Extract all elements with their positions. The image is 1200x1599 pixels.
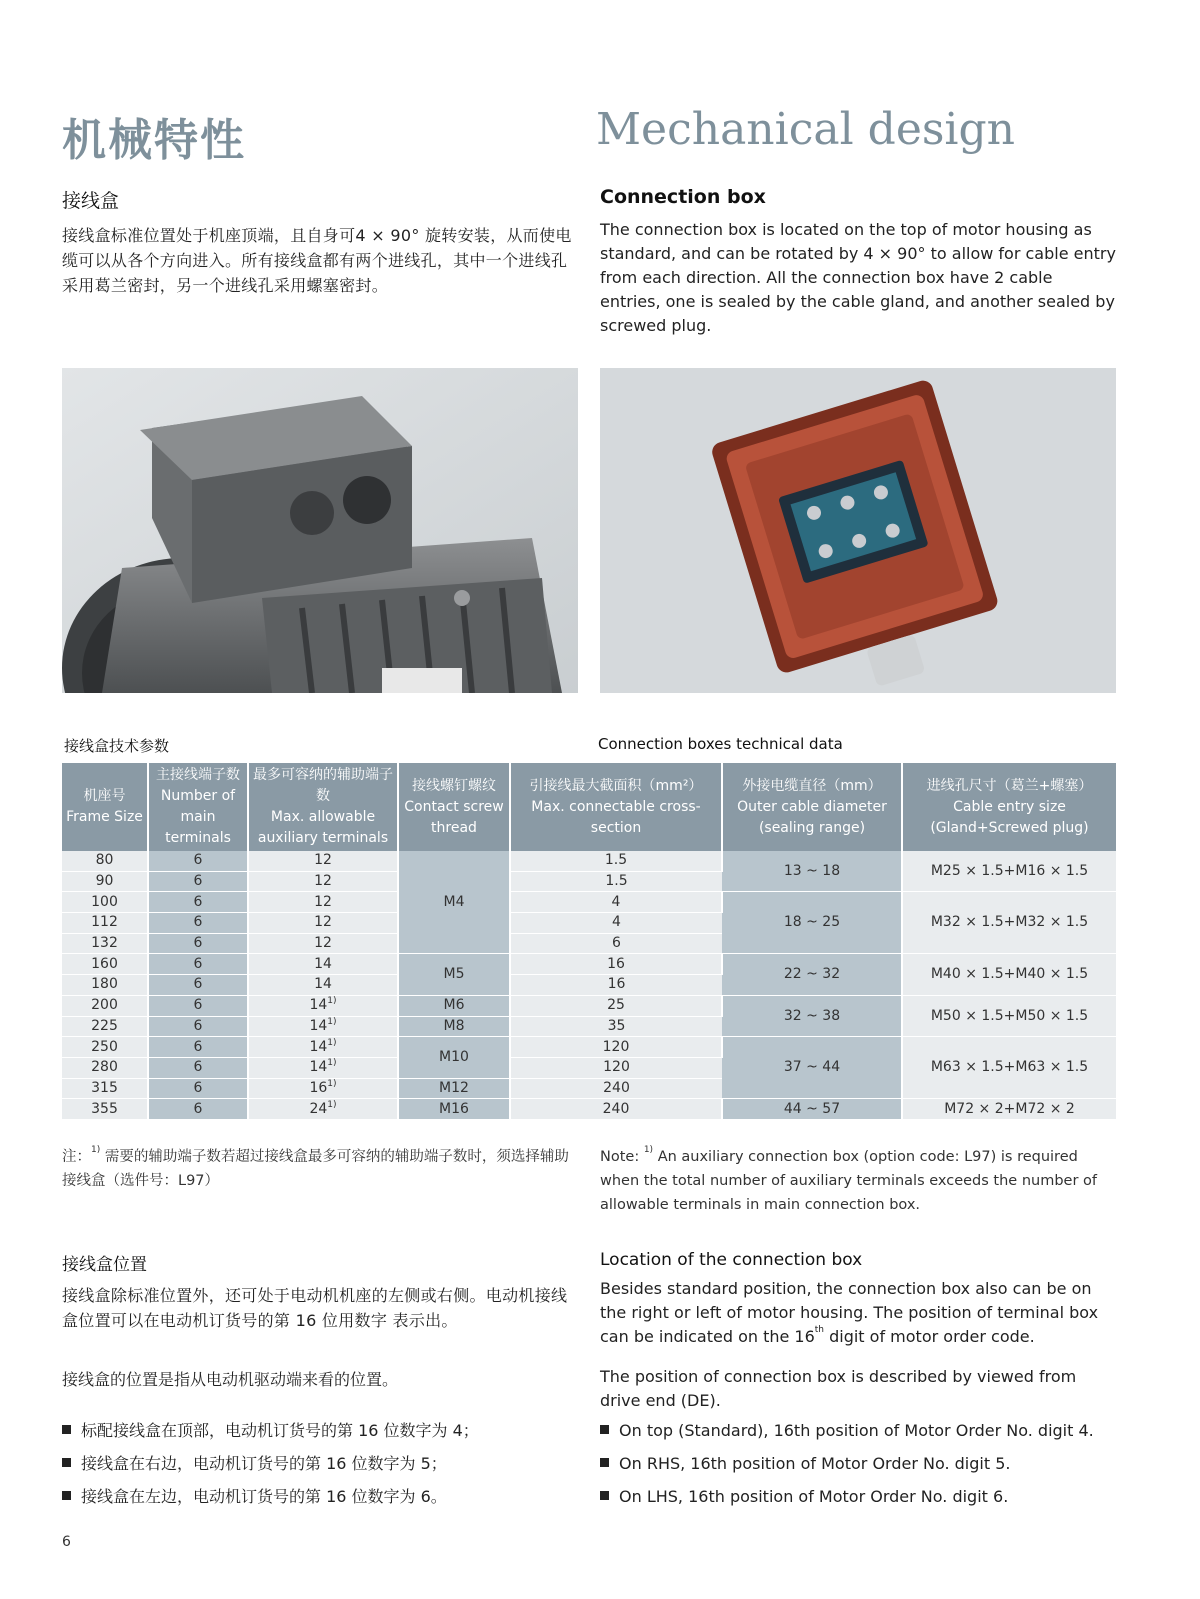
cell-diameter: 22 ~ 32 bbox=[722, 954, 902, 995]
cell-main: 6 bbox=[148, 1016, 248, 1037]
cell-main: 6 bbox=[148, 933, 248, 954]
cell-main: 6 bbox=[148, 954, 248, 975]
cell-aux: 14 bbox=[248, 954, 398, 975]
table-row bbox=[62, 1037, 1116, 1058]
motor-illustration bbox=[62, 368, 578, 693]
table-note-cn: 注：$^{1)}$ 需要的辅助端子数若超过接线盒最多可容纳的辅助端子数时，须选择辅助接线盒（选件号：L97） bbox=[62, 1145, 569, 1189]
list-item: 接线盒在右边，电动机订货号的第 16 位数字为 5； bbox=[62, 1453, 447, 1475]
cell-cross: 120 bbox=[510, 1037, 722, 1058]
table-row bbox=[62, 1099, 1116, 1120]
cell-cross: 4 bbox=[510, 892, 722, 913]
cell-diameter: 18 ~ 25 bbox=[722, 892, 902, 954]
cell-thread: M12 bbox=[398, 1078, 510, 1099]
cell-aux: 16$^{1)}$ bbox=[248, 1078, 398, 1099]
cell-aux: 12 bbox=[248, 851, 398, 871]
cell-main: 6 bbox=[148, 871, 248, 892]
bullet-icon bbox=[600, 1425, 609, 1434]
table-row bbox=[62, 995, 1116, 1016]
cell-entry: M40 × 1.5+M40 × 1.5 bbox=[902, 954, 1116, 995]
cell-entry: M32 × 1.5+M32 × 1.5 bbox=[902, 892, 1116, 954]
cell-frame: 280 bbox=[62, 1057, 148, 1078]
cell-cross: 16 bbox=[510, 954, 722, 975]
cell-thread: M16 bbox=[398, 1099, 510, 1120]
connection-box-heading-cn: 接线盒 bbox=[62, 190, 120, 212]
list-item: 接线盒在左边，电动机订货号的第 16 位数字为 6。 bbox=[62, 1486, 447, 1508]
cell-main: 6 bbox=[148, 1099, 248, 1120]
motor-photo bbox=[62, 368, 578, 693]
bullet-icon bbox=[62, 1458, 71, 1467]
list-item: On top (Standard), 16th position of Motor Order No. digit 4. bbox=[600, 1420, 1094, 1442]
cell-diameter: 44 ~ 57 bbox=[722, 1099, 902, 1120]
cell-frame: 100 bbox=[62, 892, 148, 913]
header-screw-thread: 接线螺钉螺纹 Contact screw thread bbox=[398, 763, 510, 851]
location-heading-cn: 接线盒位置 bbox=[62, 1255, 147, 1275]
header-cross-section: 引接线最大截面积（mm²） Max. connectable cross-section bbox=[510, 763, 722, 851]
cell-main: 6 bbox=[148, 1037, 248, 1058]
cell-frame: 160 bbox=[62, 954, 148, 975]
cell-cross: 4 bbox=[510, 913, 722, 934]
table-row bbox=[62, 851, 1116, 871]
cell-main: 6 bbox=[148, 1057, 248, 1078]
location-paragraph1-en: Besides standard position, the connection box also can be on the right or left of motor housing. The position of terminal box can be indicated on the 16th digit of motor order code. bbox=[600, 1279, 1099, 1346]
cell-entry: M72 × 2+M72 × 2 bbox=[902, 1099, 1116, 1120]
location-heading-en: Location of the connection box bbox=[600, 1250, 863, 1270]
header-aux-terminals: 最多可容纳的辅助端子数 Max. allowable auxiliary terminals bbox=[248, 763, 398, 851]
page-title-cn: 机械特性 bbox=[62, 115, 246, 166]
connection-box-photo bbox=[600, 368, 1116, 693]
cell-cross: 1.5 bbox=[510, 871, 722, 892]
cell-thread: M10 bbox=[398, 1037, 510, 1078]
page-title-en: Mechanical design bbox=[596, 104, 1016, 155]
bullet-icon bbox=[600, 1458, 609, 1467]
cell-thread: M8 bbox=[398, 1016, 510, 1037]
location-paragraph1-cn: 接线盒除标准位置外，还可处于电动机机座的左侧或右侧。电动机接线盒位置可以在电动机订货号的第 16 位用数字 表示出。 bbox=[62, 1286, 568, 1330]
cell-main: 6 bbox=[148, 851, 248, 871]
cell-thread: M4 bbox=[398, 851, 510, 954]
cell-aux: 12 bbox=[248, 913, 398, 934]
cell-frame: 132 bbox=[62, 933, 148, 954]
cell-frame: 90 bbox=[62, 871, 148, 892]
cell-aux: 14 bbox=[248, 975, 398, 996]
table-row bbox=[62, 892, 1116, 913]
bullet-icon bbox=[600, 1491, 609, 1500]
location-paragraph2-cn: 接线盒的位置是指从电动机驱动端来看的位置。 bbox=[62, 1370, 399, 1389]
cell-cross: 240 bbox=[510, 1099, 722, 1120]
cell-entry: M50 × 1.5+M50 × 1.5 bbox=[902, 995, 1116, 1036]
cell-aux: 12 bbox=[248, 933, 398, 954]
cell-cross: 1.5 bbox=[510, 851, 722, 871]
cell-entry: M63 × 1.5+M63 × 1.5 bbox=[902, 1037, 1116, 1099]
connection-box-heading-en: Connection box bbox=[600, 186, 766, 208]
location-paragraph2-en: The position of connection box is described by viewed from drive end (DE). bbox=[600, 1367, 1077, 1410]
list-item: On LHS, 16th position of Motor Order No. digit 6. bbox=[600, 1486, 1008, 1508]
cell-diameter: 37 ~ 44 bbox=[722, 1037, 902, 1099]
cell-main: 6 bbox=[148, 1078, 248, 1099]
bullet-icon bbox=[62, 1425, 71, 1434]
cell-aux: 14$^{1)}$ bbox=[248, 1016, 398, 1037]
cell-aux: 12 bbox=[248, 871, 398, 892]
cell-thread: M5 bbox=[398, 954, 510, 995]
connection-box-paragraph-en: The connection box is located on the top of motor housing as standard, and can be rotated by 4 × 90° to allow for cable entry from each direction. All the connection box have 2 cable entries, one is sealed by the cable gland, and another sealed by screwed plug. bbox=[600, 220, 1116, 335]
table-title-en: Connection boxes technical data bbox=[598, 735, 843, 753]
cell-cross: 25 bbox=[510, 995, 722, 1016]
cell-entry: M25 × 1.5+M16 × 1.5 bbox=[902, 851, 1116, 892]
table-row bbox=[62, 954, 1116, 975]
header-cable-entry: 进线孔尺寸（葛兰+螺塞） Cable entry size (Gland+Screwed plug) bbox=[902, 763, 1116, 851]
cell-cross: 16 bbox=[510, 975, 722, 996]
cell-main: 6 bbox=[148, 892, 248, 913]
cell-frame: 112 bbox=[62, 913, 148, 934]
cell-main: 6 bbox=[148, 975, 248, 996]
bullet-icon bbox=[62, 1491, 71, 1500]
cell-cross: 240 bbox=[510, 1078, 722, 1099]
header-cable-diameter: 外接电缆直径（mm） Outer cable diameter (sealing range) bbox=[722, 763, 902, 851]
cell-aux: 14$^{1)}$ bbox=[248, 995, 398, 1016]
connection-box-illustration bbox=[600, 368, 1116, 693]
list-item: On RHS, 16th position of Motor Order No. digit 5. bbox=[600, 1453, 1010, 1475]
cell-cross: 120 bbox=[510, 1057, 722, 1078]
cell-cross: 35 bbox=[510, 1016, 722, 1037]
table-note-en: Note: $^{1)}$ An auxiliary connection box (option code: L97) is required when the total number of auxiliary terminals exceeds the number of allowable terminals in main connection box. bbox=[600, 1145, 1097, 1213]
page-number: 6 bbox=[62, 1534, 71, 1550]
table-header-row bbox=[62, 763, 1116, 851]
cell-aux: 12 bbox=[248, 892, 398, 913]
cell-frame: 250 bbox=[62, 1037, 148, 1058]
cell-cross: 6 bbox=[510, 933, 722, 954]
connection-box-paragraph-cn: 接线盒标准位置处于机座顶端，且自身可4 × 90° 旋转安装，从而使电缆可以从各个方向进入。所有接线盒都有两个进线孔，其中一个进线孔采用葛兰密封，另一个进线孔采用螺塞密封。 bbox=[62, 226, 572, 295]
list-item: 标配接线盒在顶部，电动机订货号的第 16 位数字为 4； bbox=[62, 1420, 479, 1442]
cell-frame: 180 bbox=[62, 975, 148, 996]
cell-diameter: 32 ~ 38 bbox=[722, 995, 902, 1036]
cell-aux: 14$^{1)}$ bbox=[248, 1037, 398, 1058]
cell-frame: 355 bbox=[62, 1099, 148, 1120]
cell-frame: 80 bbox=[62, 851, 148, 871]
cell-aux: 14$^{1)}$ bbox=[248, 1057, 398, 1078]
cell-frame: 225 bbox=[62, 1016, 148, 1037]
header-main-terminals: 主接线端子数 Number of main terminals bbox=[148, 763, 248, 851]
cell-aux: 24$^{1)}$ bbox=[248, 1099, 398, 1120]
cell-frame: 315 bbox=[62, 1078, 148, 1099]
table-title-cn: 接线盒技术参数 bbox=[64, 737, 170, 755]
cell-diameter: 13 ~ 18 bbox=[722, 851, 902, 892]
cell-main: 6 bbox=[148, 913, 248, 934]
cell-frame: 200 bbox=[62, 995, 148, 1016]
cell-thread: M6 bbox=[398, 995, 510, 1016]
connection-box-spec-table bbox=[62, 763, 1116, 1120]
header-frame: 机座号 Frame Size bbox=[62, 763, 148, 851]
cell-main: 6 bbox=[148, 995, 248, 1016]
